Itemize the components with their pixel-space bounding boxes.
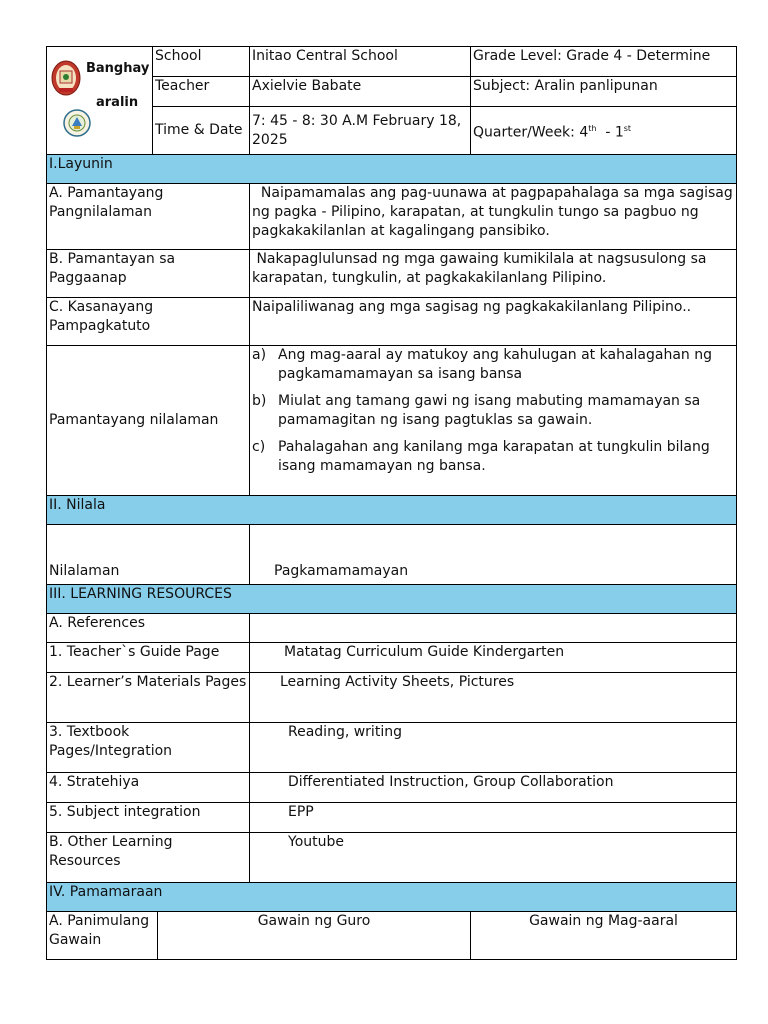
section-resources: III. LEARNING RESOURCES — [47, 585, 737, 614]
aralin-text: aralin — [96, 95, 139, 110]
pamantayan-paggaanap-label: B. Pamantayan sa Paggaanap — [47, 250, 250, 298]
resource-value: EPP — [250, 803, 737, 833]
quarter-sup2: st — [623, 123, 632, 133]
section-pamamaraan: IV. Pamamaraan — [47, 883, 737, 912]
resource-label: 3. Textbook Pages/Integration — [47, 723, 250, 773]
panimulang-gawain-label: A. Panimulang Gawain — [47, 912, 158, 960]
resource-value: Learning Activity Sheets, Pictures — [250, 673, 737, 723]
kasanayang-pampagkatuto-label: C. Kasanayang Pampagkatuto — [47, 298, 250, 346]
time-label: Time & Date — [153, 107, 250, 155]
teacher-label: Teacher — [153, 77, 250, 107]
school-label: School — [153, 47, 250, 77]
teacher-value: Axielvie Babate — [250, 77, 471, 107]
section-nilala: II. Nilala — [47, 496, 737, 525]
pamantayang-nilalaman-label: Pamantayang nilalaman — [47, 346, 250, 496]
resource-value: Differentiated Instruction, Group Collaboration — [250, 773, 737, 803]
objective-text: Miulat ang tamang gawi ng isang mabuting mamamayan sa pamamagitan ng isang pagtuklas sa gawain. — [278, 393, 701, 428]
header-table — [46, 46, 737, 155]
objective-marker: a) — [252, 347, 267, 363]
list-item — [252, 346, 734, 384]
school-seal-icon — [51, 59, 81, 97]
resource-value: Matatag Curriculum Guide Kindergarten — [250, 643, 737, 673]
objectives-list — [252, 346, 734, 476]
pamantayang-pangnilalaman-value: Naipamamalas ang pag-uunawa at pagpapahalaga sa mga sagisag ng pagka - Pilipino, karapatan, at tungkulin tungo sa pagbuo ng pagkakakilanlan at kagalingang pansibiko. — [250, 184, 737, 250]
resource-value: Youtube — [250, 833, 737, 883]
resource-label: B. Other Learning Resources — [47, 833, 250, 883]
logo-cell — [47, 47, 153, 155]
gawain-magaaral-header: Gawain ng Mag-aaral — [471, 912, 737, 960]
quarter-sup1: th — [588, 123, 597, 133]
quarter-week — [471, 107, 737, 155]
nilalaman-value: Pagkamamamayan — [250, 525, 737, 585]
pamantayang-pangnilalaman-label: A. Pamantayang Pangnilalaman — [47, 184, 250, 250]
pamantayan-paggaanap-value: Nakapaglulunsad ng mga gawaing kumikilala at nagsusulong sa karapatan, tungkulin, at pagkakakilanlang Pilipino. — [250, 250, 737, 298]
objective-marker: c) — [252, 439, 266, 455]
section-layunin: I.Layunin — [47, 155, 737, 184]
objective-text: Pahalagahan ang kanilang mga karapatan at tungkulin bilang isang mamamayan ng bansa. — [278, 439, 710, 474]
quarter-prefix: Quarter/Week: 4 — [473, 124, 589, 141]
kasanayang-pampagkatuto-value: Naipaliliwanag ang mga sagisag ng pagkakakilanlang Pilipino.. — [250, 298, 737, 346]
list-item — [252, 392, 734, 430]
objective-marker: b) — [252, 393, 267, 409]
resource-value — [250, 614, 737, 643]
resource-label: 5. Subject integration — [47, 803, 250, 833]
grade-level: Grade Level: Grade 4 - Determine — [471, 47, 737, 77]
lesson-plan — [46, 46, 736, 960]
resource-label: 2. Learner’s Materials Pages — [47, 673, 250, 723]
resource-value: Reading, writing — [250, 723, 737, 773]
resource-label: 4. Stratehiya — [47, 773, 250, 803]
banghay-text: Banghay — [86, 61, 150, 76]
resource-label: A. References — [47, 614, 250, 643]
nilalaman-label: Nilalaman — [47, 525, 250, 585]
quarter-mid: - 1 — [596, 124, 624, 141]
gawain-guro-header: Gawain ng Guro — [158, 912, 471, 960]
resource-label: 1. Teacher`s Guide Page — [47, 643, 250, 673]
objective-text: Ang mag-aaral ay matukoy ang kahulugan at kahalagahan ng pagkamamamayan sa isang bansa — [278, 347, 712, 382]
subject: Subject: Aralin panlipunan — [471, 77, 737, 107]
deped-seal-icon — [63, 109, 91, 137]
objectives-cell — [250, 346, 737, 496]
list-item — [252, 438, 734, 476]
time-value: 7: 45 - 8: 30 A.M February 18, 2025 — [250, 107, 471, 155]
school-value: Initao Central School — [250, 47, 471, 77]
main-table — [46, 154, 737, 960]
